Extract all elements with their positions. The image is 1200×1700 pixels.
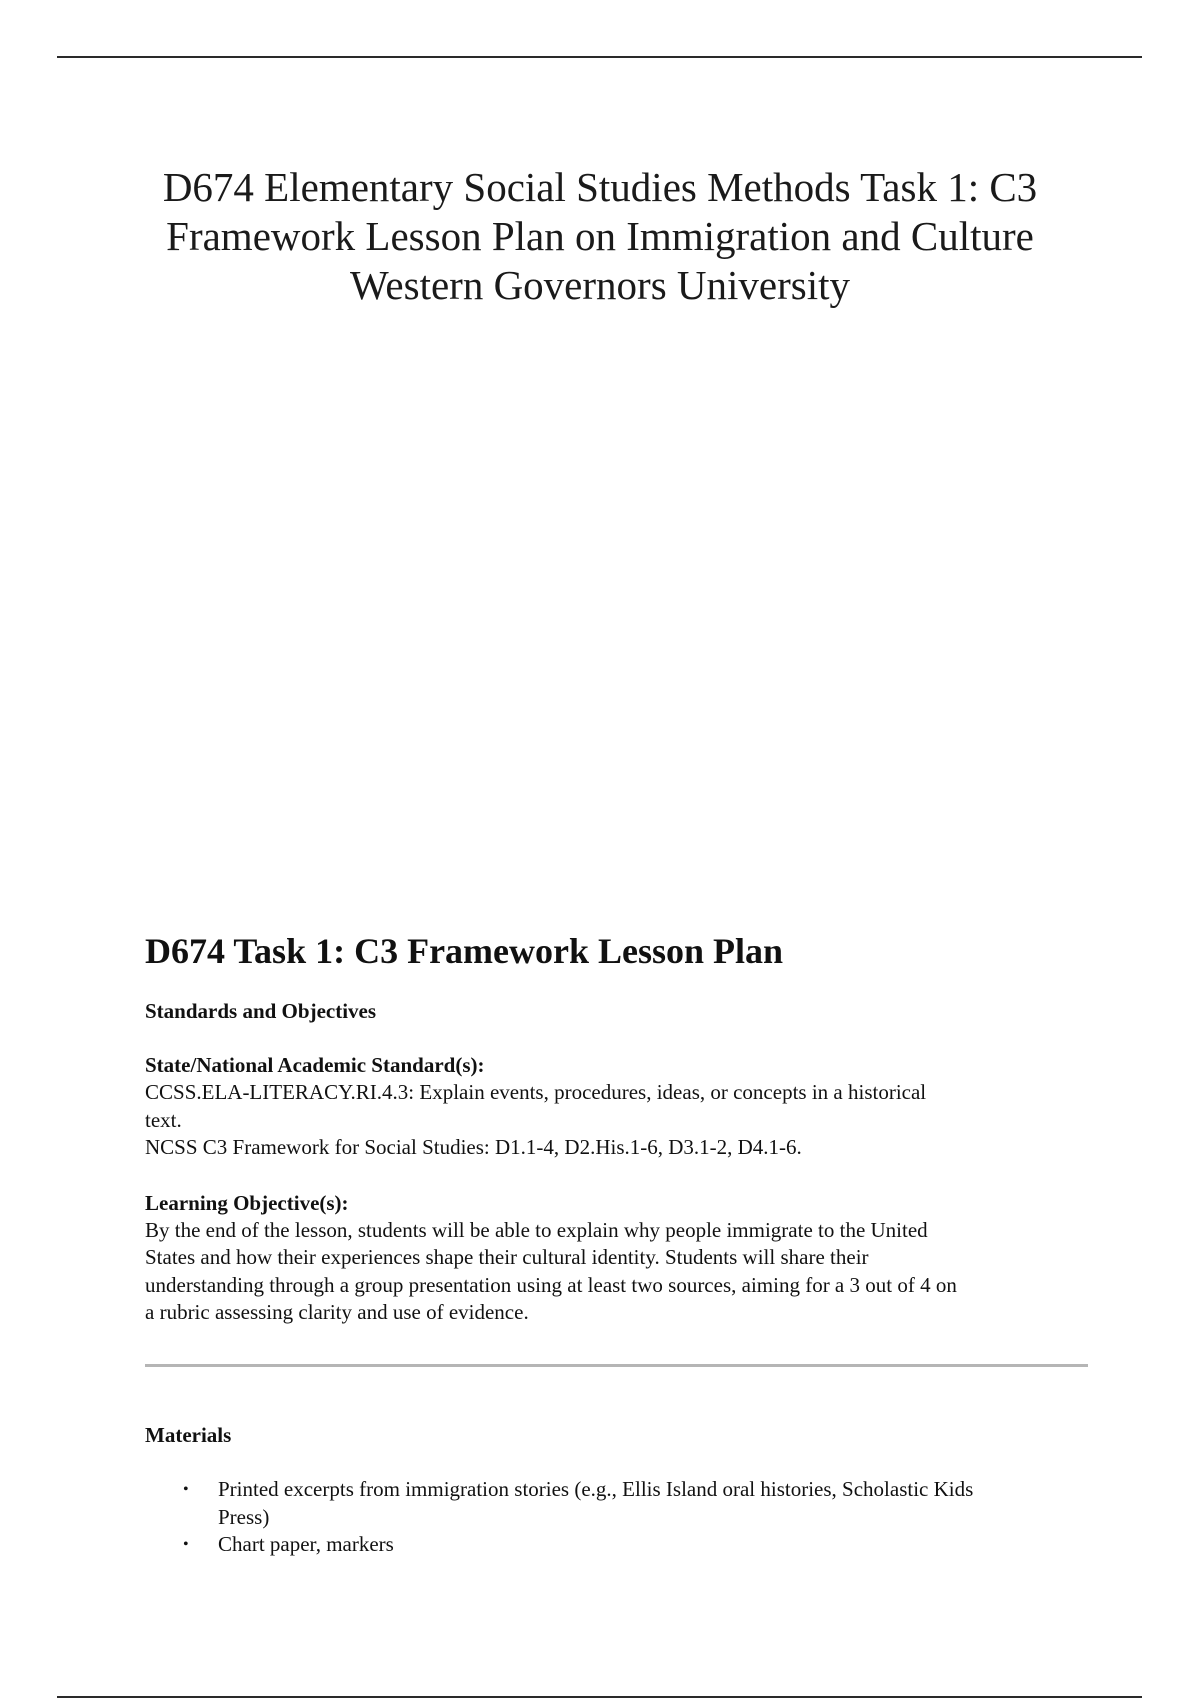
list-item-line: Printed excerpts from immigration stories (e.g., Ellis Island oral histories, Scholastic Kids <box>218 1477 974 1501</box>
objectives-line: By the end of the lesson, students will be able to explain why people immigrate to the United <box>145 1217 928 1242</box>
cover-title-line: Western Governors University <box>350 262 850 308</box>
lesson-plan-title: D674 Task 1: C3 Framework Lesson Plan <box>145 931 784 971</box>
standards-line: NCSS C3 Framework for Social Studies: D1.1-4, D2.His.1-6, D3.1-2, D4.1-6. <box>145 1135 802 1159</box>
objectives-line: understanding through a group presentation using at least two sources, aiming for a 3 out of 4 on <box>145 1272 957 1297</box>
bottom-rule <box>57 1696 1142 1698</box>
standards-text <box>145 1079 1090 1162</box>
cover-title <box>100 163 1100 310</box>
cover-title-line: D674 Elementary Social Studies Methods Task 1: C3 <box>162 164 1038 210</box>
standards-heading: State/National Academic Standard(s): <box>145 1053 485 1077</box>
list-item-line: Press) <box>218 1504 270 1529</box>
objectives-heading: Learning Objective(s): <box>145 1190 349 1215</box>
list-item <box>145 1531 1090 1559</box>
standards-objectives-heading: Standards and Objectives <box>145 999 377 1023</box>
list-item <box>145 1476 1090 1531</box>
materials-list <box>145 1476 1090 1559</box>
objectives-line: a rubric assessing clarity and use of evidence. <box>145 1300 529 1324</box>
standards-line: CCSS.ELA-LITERACY.RI.4.3: Explain events, procedures, ideas, or concepts in a historical <box>145 1080 927 1104</box>
section-divider <box>145 1364 1088 1367</box>
standards-line: text. <box>145 1107 182 1132</box>
materials-heading: Materials <box>145 1423 232 1447</box>
cover-title-line: Framework Lesson Plan on Immigration and Culture <box>166 213 1034 259</box>
lesson-plan-section <box>145 930 1090 1327</box>
bullet-icon: • <box>183 1536 189 1553</box>
top-rule <box>57 56 1142 58</box>
objectives-text <box>145 1217 1090 1327</box>
objectives-line: States and how their experiences shape their cultural identity. Students will share their <box>145 1245 869 1269</box>
materials-section <box>145 1422 1090 1559</box>
list-item-line: Chart paper, markers <box>218 1532 394 1556</box>
bullet-icon: • <box>183 1481 189 1498</box>
